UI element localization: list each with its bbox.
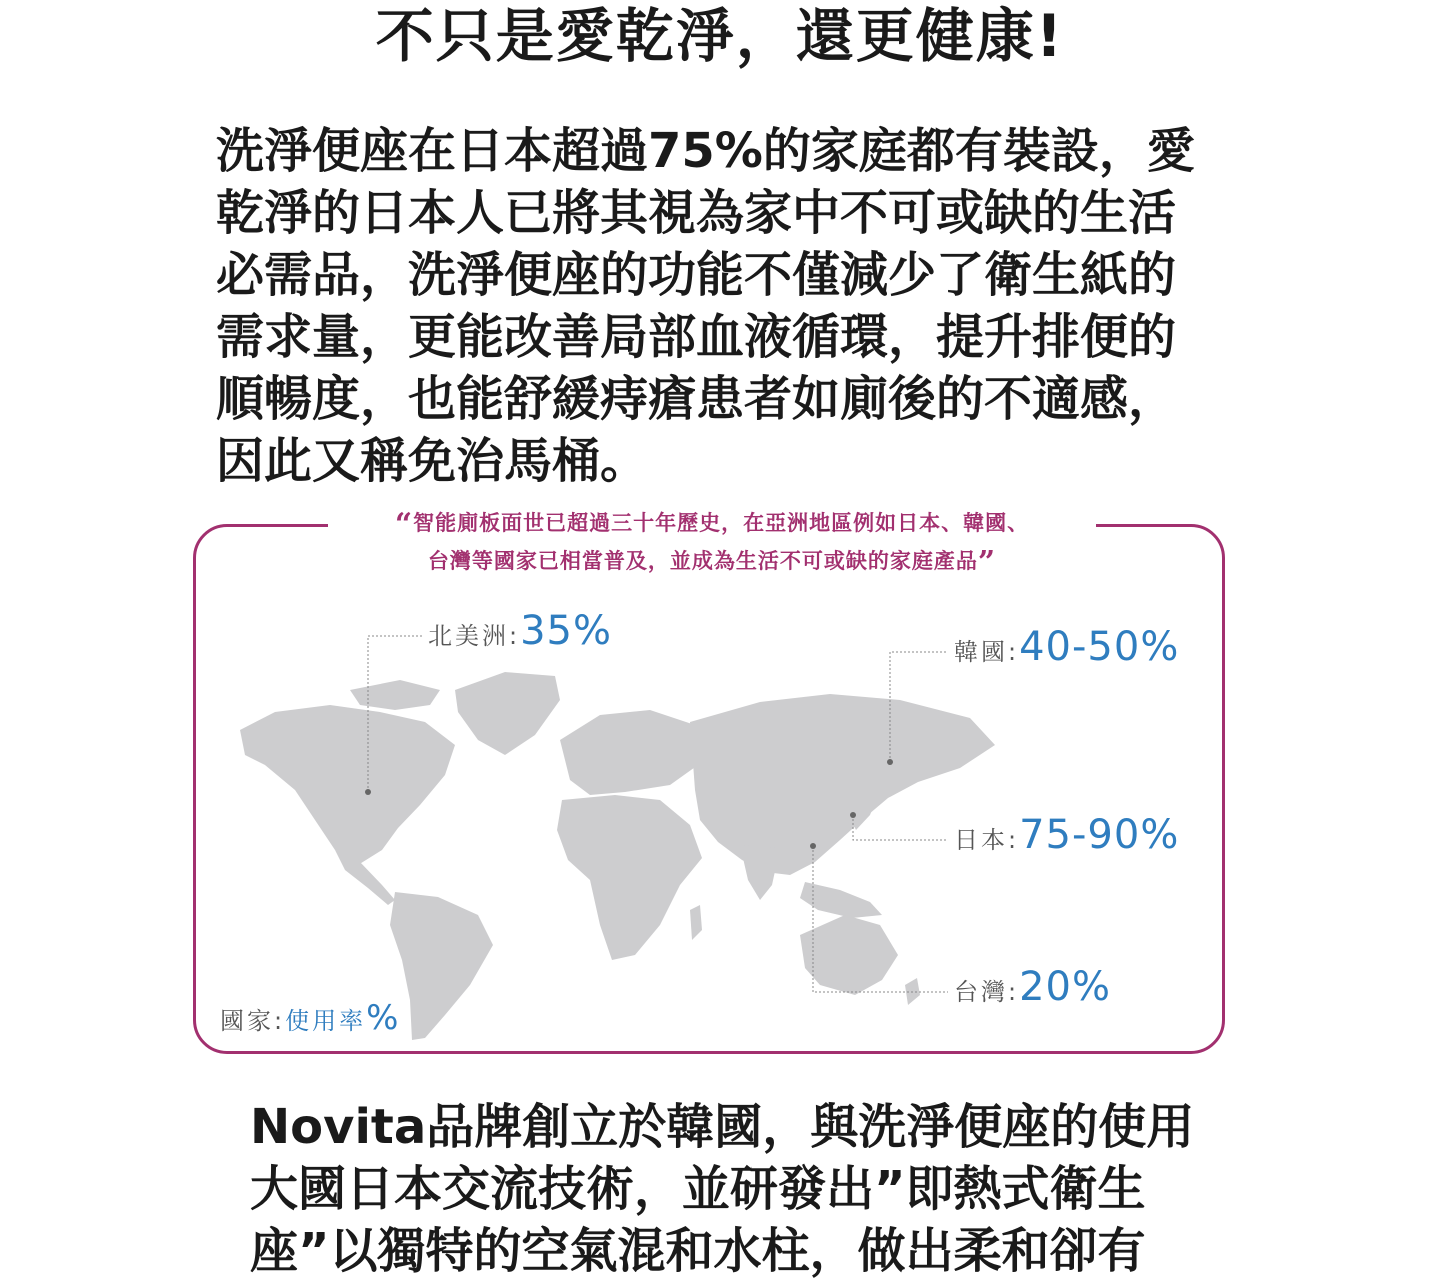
stat-value: 35% — [520, 608, 612, 654]
japan-dot — [850, 812, 856, 818]
stat-taiwan — [954, 964, 1111, 1010]
europe-shape — [560, 710, 705, 795]
stat-korea — [954, 624, 1179, 670]
legend-unit-symbol: % — [366, 998, 399, 1038]
legend-separator: : — [274, 1007, 286, 1035]
asia-shape — [690, 694, 995, 875]
stat-value: 75-90% — [1019, 812, 1180, 858]
north-america-dot — [365, 789, 371, 795]
quote-line — [328, 505, 1096, 543]
close-quote-mark: ” — [977, 545, 997, 580]
legend-unit-label: 使用率 — [285, 1007, 367, 1035]
intro-line: 必需品，洗淨便座的功能不僅減少了衛生紙的 — [216, 247, 1177, 303]
south-america-shape — [390, 892, 493, 1040]
taiwan-dot — [810, 843, 816, 849]
leader-japan — [853, 815, 948, 840]
stat-separator: : — [509, 622, 521, 650]
southeast-asia-shape — [800, 882, 882, 918]
outro-line: Novita品牌創立於韓國，與洗淨便座的使用 — [250, 1099, 1195, 1155]
stat-value: 40-50% — [1019, 624, 1180, 670]
page-title: 不只是愛乾淨，還更健康! — [375, 2, 1065, 70]
greenland-shape — [455, 672, 560, 755]
africa-shape — [557, 795, 702, 960]
north-america-shape — [240, 705, 455, 865]
outro-line: 座”以獨特的空氣混和水柱，做出柔和卻有 — [250, 1223, 1146, 1279]
arctic-islands-shape — [350, 680, 440, 710]
korea-dot — [887, 759, 893, 765]
map-legend — [220, 998, 398, 1038]
stat-region: 台灣 — [954, 978, 1008, 1006]
stat-north-america — [428, 608, 612, 654]
outro-paragraph — [250, 1096, 1250, 1282]
stat-separator: : — [1008, 638, 1020, 666]
stat-japan — [954, 812, 1179, 858]
intro-line: 乾淨的日本人已將其視為家中不可或缺的生活 — [216, 185, 1177, 241]
stat-region: 北美洲 — [428, 622, 509, 650]
quote-line — [328, 543, 1096, 581]
intro-line: 因此又稱免治馬桶。 — [216, 433, 649, 489]
quote-text: 智能廁板面世已超過三十年歷史，在亞洲地區例如日本、韓國、 — [413, 511, 1030, 535]
india-shape — [740, 845, 780, 900]
legend-label: 國家 — [220, 1007, 274, 1035]
continents — [240, 672, 995, 1040]
quote-text: 台灣等國家已相當普及，並成為生活不可或缺的家庭產品 — [427, 549, 978, 573]
australia-shape — [800, 915, 898, 995]
stat-value: 20% — [1019, 964, 1111, 1010]
stat-separator: : — [1008, 826, 1020, 854]
stat-separator: : — [1008, 978, 1020, 1006]
quote-banner — [328, 505, 1096, 581]
stat-region: 日本 — [954, 826, 1008, 854]
intro-line: 順暢度，也能舒緩痔瘡患者如廁後的不適感， — [216, 371, 1177, 427]
stat-region: 韓國 — [954, 638, 1008, 666]
intro-line: 需求量，更能改善局部血液循環，提升排便的 — [216, 309, 1177, 365]
outro-line: 大國日本交流技術，並研發出”即熱式衛生 — [250, 1161, 1146, 1217]
open-quote-mark: “ — [394, 507, 414, 542]
madagascar-shape — [690, 905, 702, 940]
intro-line: 洗淨便座在日本超過75%的家庭都有裝設，愛 — [216, 123, 1195, 179]
